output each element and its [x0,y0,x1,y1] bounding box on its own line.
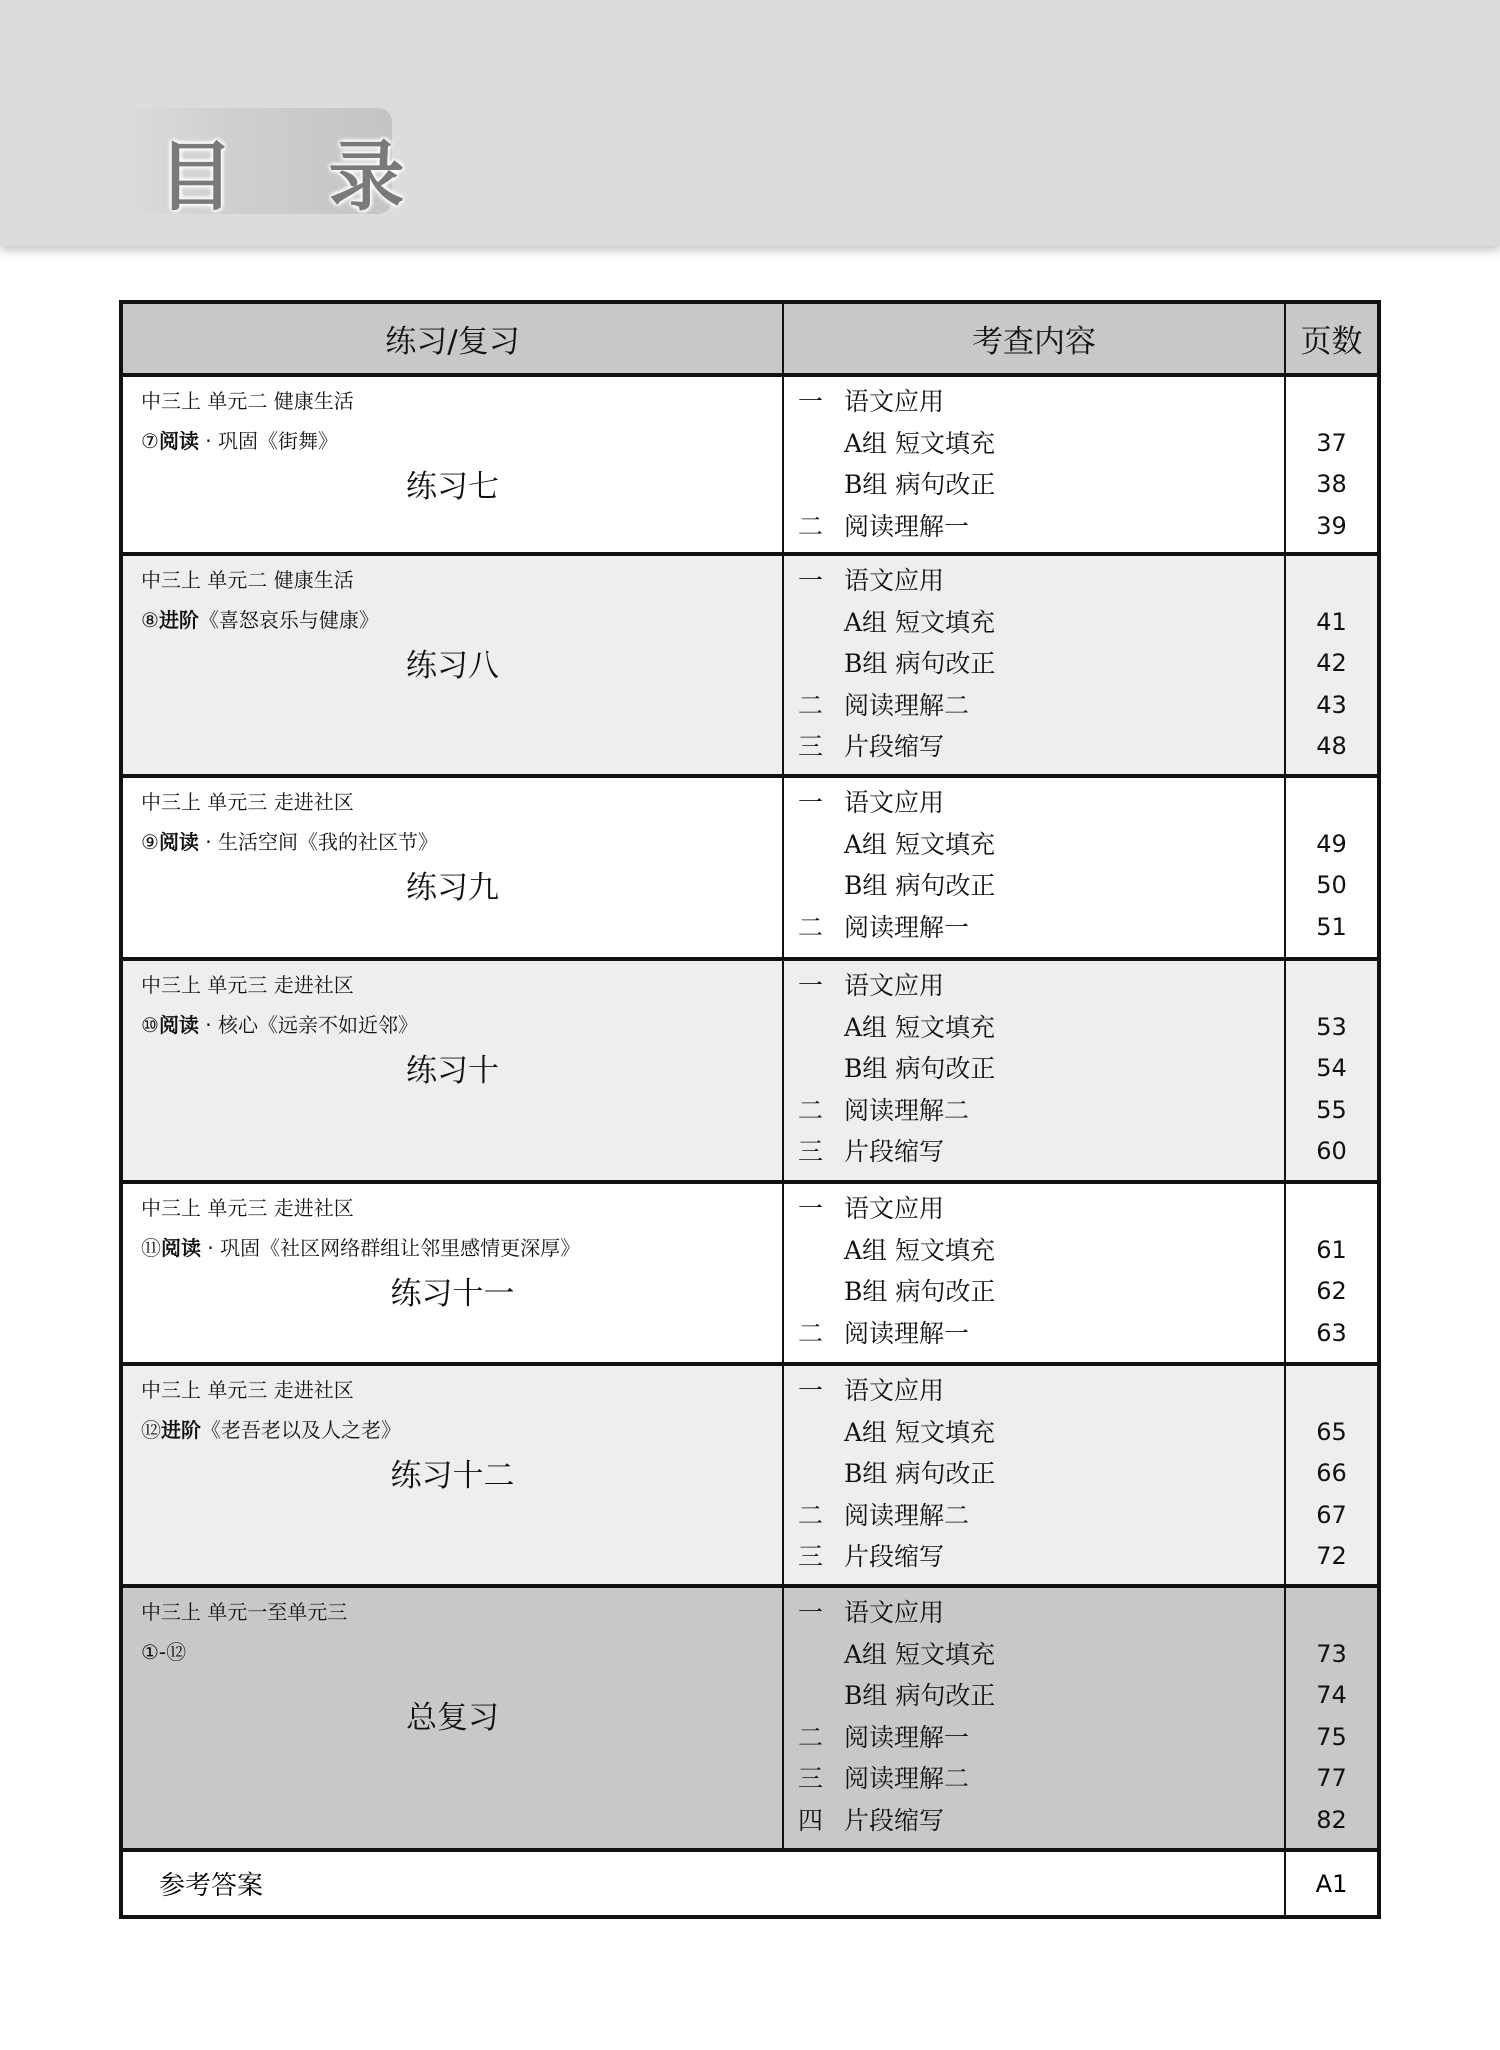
content-item [798,685,995,727]
contents-table [119,300,1381,1919]
reading-type: 阅读 [158,429,199,453]
item-number: 二 [798,912,824,942]
header-pages: 页数 [1300,324,1363,360]
content-subitem: A组 短文填充 [844,607,996,637]
reading-type: 阅读 [161,1236,201,1260]
content-item [798,907,995,949]
table-header [123,304,1377,377]
content-item [798,782,995,824]
table-row[interactable] [123,377,1377,556]
page-number[interactable]: 43 [1316,690,1347,719]
table-row[interactable] [123,1588,1377,1852]
exercise-title[interactable]: 练习七 [406,469,499,505]
answers-label[interactable]: 参考答案 [123,1852,1286,1915]
page-number[interactable]: 66 [1316,1459,1347,1487]
unit-label: 中三上 单元二 健康生活 [141,568,354,592]
page-number[interactable]: 60 [1316,1137,1347,1165]
unit-label: 中三上 单元三 走进社区 [141,790,354,814]
page-number[interactable]: 65 [1316,1417,1347,1446]
item-title: 阅读理解二 [844,1095,970,1125]
item-number: 二 [798,1318,824,1348]
reading-label [141,826,438,855]
content-subitem: A组 短文填充 [844,1639,996,1669]
item-title: 阅读理解一 [844,511,970,541]
item-title: 语文应用 [844,1376,945,1405]
table-row[interactable] [123,1366,1377,1588]
content-item [798,1313,995,1355]
item-number: 三 [798,1764,824,1793]
page-number[interactable]: 51 [1316,912,1347,941]
content-item [798,1090,995,1132]
page-number[interactable]: 53 [1316,1012,1347,1041]
item-title: 阅读理解二 [844,1500,970,1530]
page-number[interactable]: 37 [1316,428,1347,457]
item-number: 一 [798,788,824,817]
item-title: 语文应用 [844,971,945,1000]
item-number: 一 [798,971,824,1000]
item-title: 片段缩写 [844,732,945,761]
reading-title: · 巩固《街舞》 [198,429,339,453]
header-content: 考查内容 [784,304,1286,373]
exercise-cell [123,1366,784,1584]
reading-number: ⑦ [141,429,159,453]
item-title: 阅读理解一 [844,1722,970,1752]
item-number: 二 [798,511,824,541]
item-number: 一 [798,1194,824,1223]
item-title: 阅读理解二 [844,1764,970,1793]
content-subitem: A组 短文填充 [844,428,996,458]
page-number[interactable] [1286,1370,1377,1412]
exercise-cell [123,377,784,552]
content-subitem: B组 病句改正 [844,871,996,900]
page-number[interactable]: 49 [1316,829,1347,858]
item-number: 一 [798,387,824,416]
item-title: 阅读理解二 [844,690,970,720]
answers-page[interactable]: A1 [1315,1869,1348,1898]
item-title: 片段缩写 [844,1542,945,1571]
item-number: 三 [798,1542,824,1571]
content-item [798,506,995,548]
item-title: 片段缩写 [844,1137,945,1166]
content-subitem: B组 病句改正 [844,470,996,499]
content-item [798,1717,995,1759]
answers-row[interactable] [123,1852,1377,1915]
exercise-title[interactable]: 练习十二 [390,1458,515,1494]
reading-type: 阅读 [158,830,199,854]
content-cell [784,377,1286,552]
reading-title: · 巩固《社区网络群组让邻里感情更深厚》 [201,1236,581,1260]
reading-number: ⑨ [141,830,159,854]
reading-label [141,1414,401,1443]
exercise-title[interactable]: 练习十 [406,1053,499,1089]
content-item [798,1592,995,1634]
page-number[interactable]: 48 [1316,732,1347,760]
page-number[interactable] [1286,965,1377,1007]
exercise-title[interactable]: 练习十一 [390,1276,515,1312]
pages-cell [1286,377,1377,552]
page-number[interactable]: 54 [1316,1054,1347,1082]
content-item [798,1131,995,1173]
page-number[interactable] [1286,381,1377,423]
page-number[interactable]: 63 [1316,1318,1347,1347]
pages-cell [1286,961,1377,1180]
pages-cell [1286,1366,1377,1584]
page-number[interactable] [1286,1188,1377,1230]
item-title: 语文应用 [844,1194,945,1223]
exercise-title[interactable]: 总复习 [406,1700,499,1736]
unit-label: 中三上 单元二 健康生活 [141,389,354,413]
unit-label: 中三上 单元三 走进社区 [141,1378,354,1402]
content-cell [784,961,1286,1180]
item-title: 阅读理解一 [844,912,970,942]
reading-number: ⑪ [141,1236,161,1260]
item-number: 一 [798,1376,824,1405]
item-title: 阅读理解一 [844,1318,970,1348]
table-row[interactable] [123,961,1377,1184]
content-item [798,726,995,768]
header-exercise: 练习/复习 [123,304,784,373]
exercise-title[interactable]: 练习九 [406,870,499,906]
page-number[interactable] [1286,782,1377,824]
content-item [798,1800,995,1842]
content-cell [784,556,1286,774]
item-title: 语文应用 [844,1598,945,1627]
content-item [798,1188,995,1230]
table-row[interactable] [123,778,1377,961]
item-number: 二 [798,1722,824,1752]
item-number: 二 [798,1500,824,1530]
content-subitem: B组 病句改正 [844,1681,996,1710]
page-number[interactable]: 75 [1316,1722,1347,1751]
content-item [798,965,995,1007]
reading-label [141,1636,186,1665]
page-number[interactable]: 61 [1316,1235,1347,1264]
reading-label [141,1009,418,1038]
table-row[interactable] [123,1184,1377,1366]
page-number[interactable] [1286,1592,1377,1634]
content-subitem: B组 病句改正 [844,1054,996,1083]
reading-number: ⑧ [141,608,159,632]
reading-title: · 生活空间《我的社区节》 [198,830,439,854]
content-item [798,1758,995,1800]
unit-label: 中三上 单元一至单元三 [141,1600,348,1624]
content-subitem: B组 病句改正 [844,649,996,678]
content-cell [784,1184,1286,1362]
reading-title: · 核心《远亲不如近邻》 [198,1013,419,1037]
item-title: 语文应用 [844,788,945,817]
content-cell [784,1366,1286,1584]
content-subitem: A组 短文填充 [844,1012,996,1042]
item-title: 片段缩写 [844,1805,945,1835]
reading-title: 《喜怒哀乐与健康》 [198,608,379,632]
exercise-title[interactable]: 练习八 [406,648,499,684]
page-number[interactable]: 55 [1316,1095,1347,1124]
exercise-cell [123,1588,784,1848]
content-subitem: B组 病句改正 [844,1459,996,1488]
content-cell [784,1588,1286,1848]
content-subitem: A组 短文填充 [844,1235,996,1265]
page-number[interactable]: 77 [1316,1764,1347,1792]
unit-label: 中三上 单元三 走进社区 [141,973,354,997]
content-item [798,1370,995,1412]
content-item [798,381,995,423]
page-number[interactable]: 39 [1316,511,1347,540]
exercise-cell [123,1184,784,1362]
page-number[interactable]: 50 [1316,871,1347,899]
reading-type: 阅读 [158,1013,199,1037]
reading-type: 进阶 [158,608,199,632]
reading-number: ⑫ [141,1418,161,1442]
exercise-cell [123,961,784,1180]
pages-cell [1286,556,1377,774]
item-number: 三 [798,1137,824,1166]
content-item [798,560,995,602]
page-title: 目 录 [158,132,439,221]
reading-label [141,604,379,633]
content-subitem: B组 病句改正 [844,1277,996,1306]
content-cell [784,778,1286,957]
item-number: 三 [798,732,824,761]
content-item [798,1495,995,1537]
content-subitem: A组 短文填充 [844,1417,996,1447]
item-number: 一 [798,1598,824,1627]
reading-type: 进阶 [161,1418,201,1442]
table-row[interactable] [123,556,1377,778]
exercise-cell [123,556,784,774]
content-subitem: A组 短文填充 [844,829,996,859]
content-item [798,1536,995,1578]
page-number[interactable]: 67 [1316,1500,1347,1529]
item-number: 二 [798,690,824,720]
item-number: 四 [798,1805,824,1835]
unit-label: 中三上 单元三 走进社区 [141,1196,354,1220]
item-number: 二 [798,1095,824,1125]
page-number[interactable]: 42 [1316,649,1347,677]
page-number[interactable]: 74 [1316,1681,1347,1709]
page-number[interactable]: 41 [1316,607,1347,636]
item-title: 语文应用 [844,387,945,416]
reading-number: ⑩ [141,1013,159,1037]
reading-title: 《老吾老以及人之老》 [201,1418,401,1442]
reading-number: ①-⑫ [141,1640,187,1664]
pages-cell [1286,1184,1377,1362]
page-number[interactable]: 72 [1316,1542,1347,1570]
page-number[interactable]: 62 [1316,1277,1347,1305]
item-title: 语文应用 [844,566,945,595]
reading-label [141,425,338,454]
page-number[interactable]: 38 [1316,470,1347,498]
page-number[interactable]: 82 [1316,1805,1347,1834]
page-number[interactable] [1286,560,1377,602]
pages-cell [1286,1588,1377,1848]
page-number[interactable]: 73 [1316,1639,1347,1668]
pages-cell [1286,778,1377,957]
exercise-cell [123,778,784,957]
reading-label [141,1232,580,1261]
item-number: 一 [798,566,824,595]
